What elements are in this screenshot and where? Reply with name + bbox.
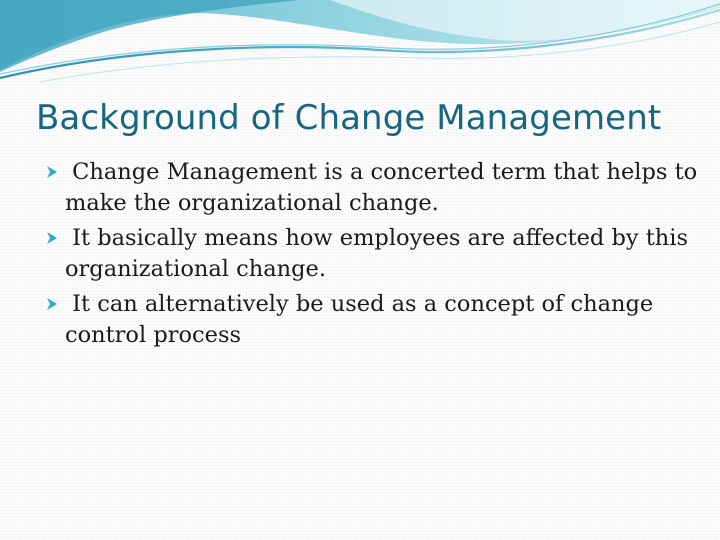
bullet-item xyxy=(42,223,702,285)
arrowhead-bullet-icon xyxy=(46,298,58,310)
arrowhead-bullet-icon xyxy=(46,232,58,244)
bullet-text: It can alternatively be used as a concept of change control process xyxy=(65,291,654,348)
slide-title: Background of Change Management xyxy=(36,98,662,138)
header-wave-decoration xyxy=(0,0,720,90)
bullet-text: It basically means how employees are affected by this organizational change. xyxy=(65,225,689,282)
bullet-text: Change Management is a concerted term that helps to make the organizational change. xyxy=(65,159,698,216)
arrowhead-bullet-icon xyxy=(46,166,58,178)
bullet-list xyxy=(42,157,702,355)
bullet-item xyxy=(42,157,702,219)
bullet-item xyxy=(42,289,702,351)
